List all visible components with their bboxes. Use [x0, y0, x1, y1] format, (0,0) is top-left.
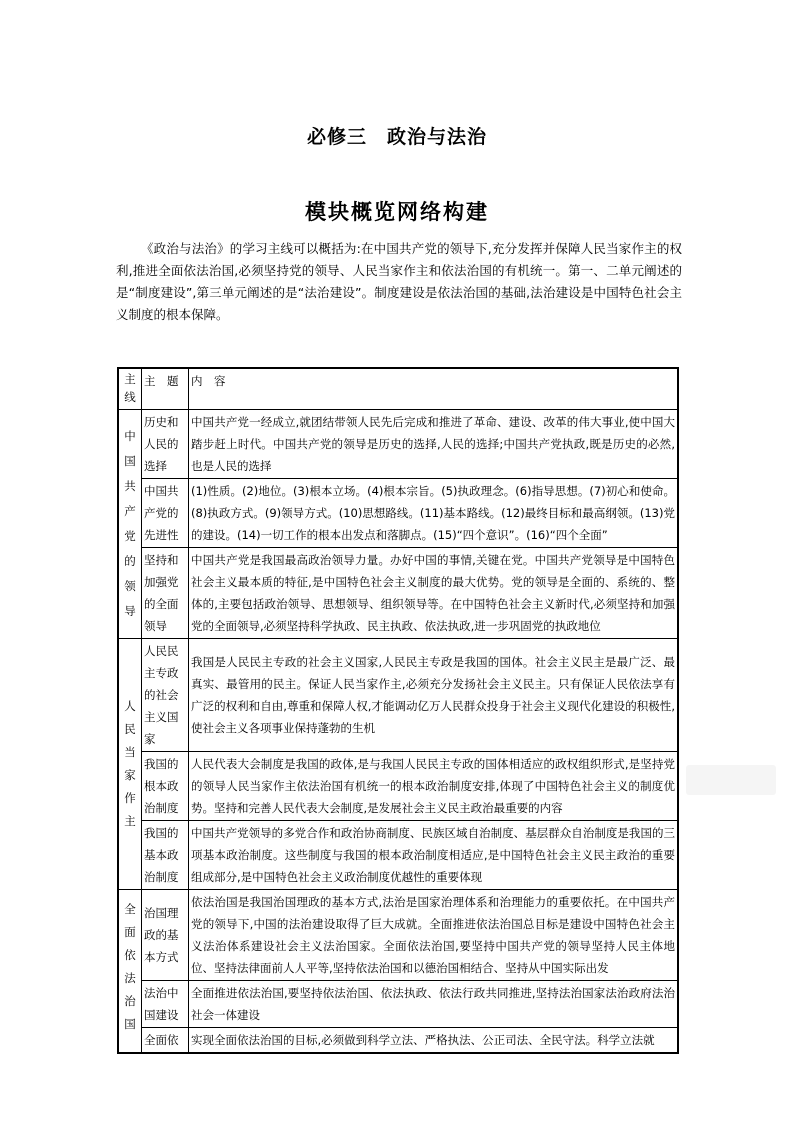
theme-cell: 我国的根本政治制度 [142, 751, 189, 820]
section-title: 模块概览网络构建 [305, 199, 489, 224]
content-cell: 我国是人民民主专政的社会主义国家,人民民主专政是我国的国体。社会主义民主是最广泛、最真实、最管用的民主。保证人民当家作主,必须充分发扬社会主义民主。只有保证人民依法享有广泛的权利和自由,尊重和保障人权,才能调动亿万人民群众投身于社会主义现代化建设的积极性,使社会主义各项事业保持蓬勃的生机 [189, 638, 679, 751]
content-cell: 中国共产党一经成立,就团结带领人民先后完成和推进了革命、建设、改革的伟大事业,使中国大踏步赶上时代。中国共产党的领导是历史的选择,人民的选择;中国共产党执政,既是历史的必然,也是人民的选择 [189, 409, 679, 478]
table-row [118, 820, 678, 889]
table-row [118, 409, 678, 478]
table-row [118, 1027, 678, 1053]
theme-cell: 坚持和加强党的全面领导 [142, 547, 189, 638]
theme-cell: 法治中国建设 [142, 980, 189, 1027]
table-row [118, 547, 678, 638]
table-row [118, 751, 678, 820]
page-title: 必修三 政治与法治 [306, 126, 487, 148]
table-row [118, 478, 678, 547]
theme-cell: 人民民主专政的社会主义国家 [142, 638, 189, 751]
mainline-cell: 人民当家作主 [118, 638, 142, 889]
content-cell: 依法治国是我国治国理政的基本方式,法治是国家治理体系和治理能力的重要依托。在中国共产党的领导下,中国的法治建设取得了巨大成就。全面推进依法治国总目标是建设中国特色社会主义法治体系建设社会主义法治国家。全面依法治国,要坚持中国共产党的领导坚持人民主体地位、坚持法律面前人人平等,坚持依法治国和以德治国相结合、坚持从中国实际出发 [189, 889, 679, 980]
content-cell: (1)性质。(2)地位。(3)根本立场。(4)根本宗旨。(5)执政理念。(6)指导思想。(7)初心和使命。(8)执政方式。(9)领导方式。(10)思想路线。(11)基本路线。(12)最终目标和最高纲领。(13)党的建设。(14)一切工作的根本出发点和落脚点。(15)“四个意识”。(16)“四个全面” [189, 478, 679, 547]
theme-cell: 我国的基本政治制度 [142, 820, 189, 889]
content-cell: 人民代表大会制度是我国的政体,是与我国人民民主专政的国体相适应的政权组织形式,是坚持党的领导人民当家作主依法治国有机统一的根本政治制度安排,体现了中国特色社会主义的制度优势。坚持和完善人民代表大会制度,是发展社会主义民主政治最重要的内容 [189, 751, 679, 820]
theme-cell: 中国共产党的先进性 [142, 478, 189, 547]
table-row [118, 889, 678, 980]
overview-table [117, 367, 679, 1054]
content-cell: 中国共产党领导的多党合作和政治协商制度、民族区域自治制度、基层群众自治制度是我国的三项基本政治制度。这些制度与我国的根本政治制度相适应,是中国特色社会主义民主政治的重要组成部分,是中国特色社会主义政治制度优越性的重要体现 [189, 820, 679, 889]
content-cell: 全面推进依法治国,要坚持依法治国、依法执政、依法行政共同推进,坚持法治国家法治政府法治社会一体建设 [189, 980, 679, 1027]
table-row [118, 638, 678, 751]
header-mainline: 主线 [118, 368, 142, 409]
content-cell: 实现全面依法治国的目标,必须做到科学立法、严格执法、公正司法、全民守法。科学立法就 [189, 1027, 679, 1053]
watermark [686, 765, 776, 795]
header-theme: 主 题 [142, 368, 189, 409]
theme-cell: 全面依 [142, 1027, 189, 1053]
theme-cell: 历史和人民的选择 [142, 409, 189, 478]
mainline-cell: 中国共产党的领导 [118, 409, 142, 638]
theme-cell: 治国理政的基本方式 [142, 889, 189, 980]
mainline-cell: 全面依法治国 [118, 889, 142, 1053]
table-header-row [118, 368, 678, 409]
header-content: 内 容 [189, 368, 679, 409]
content-cell: 中国共产党是我国最高政治领导力量。办好中国的事情,关键在党。中国共产党领导是中国特色社会主义最本质的特征,是中国特色社会主义制度的最大优势。党的领导是全面的、系统的、整体的,主要包括政治领导、思想领导、组织领导等。在中国特色社会主义新时代,必须坚持和加强党的全面领导,必须坚持科学执政、民主执政、依法执政,进一步巩固党的执政地位 [189, 547, 679, 638]
table-row [118, 980, 678, 1027]
intro-paragraph: 《政治与法治》的学习主线可以概括为:在中国共产党的领导下,充分发挥并保障人民当家作主的权利,推进全面依法治国,必须坚持党的领导、人民当家作主和依法治国的有机统一。第一、二单元阐述的是“制度建设”,第三单元阐述的是“法治建设”。制度建设是依法治国的基础,法治建设是中国特色社会主义制度的根本保障。 [116, 241, 682, 322]
